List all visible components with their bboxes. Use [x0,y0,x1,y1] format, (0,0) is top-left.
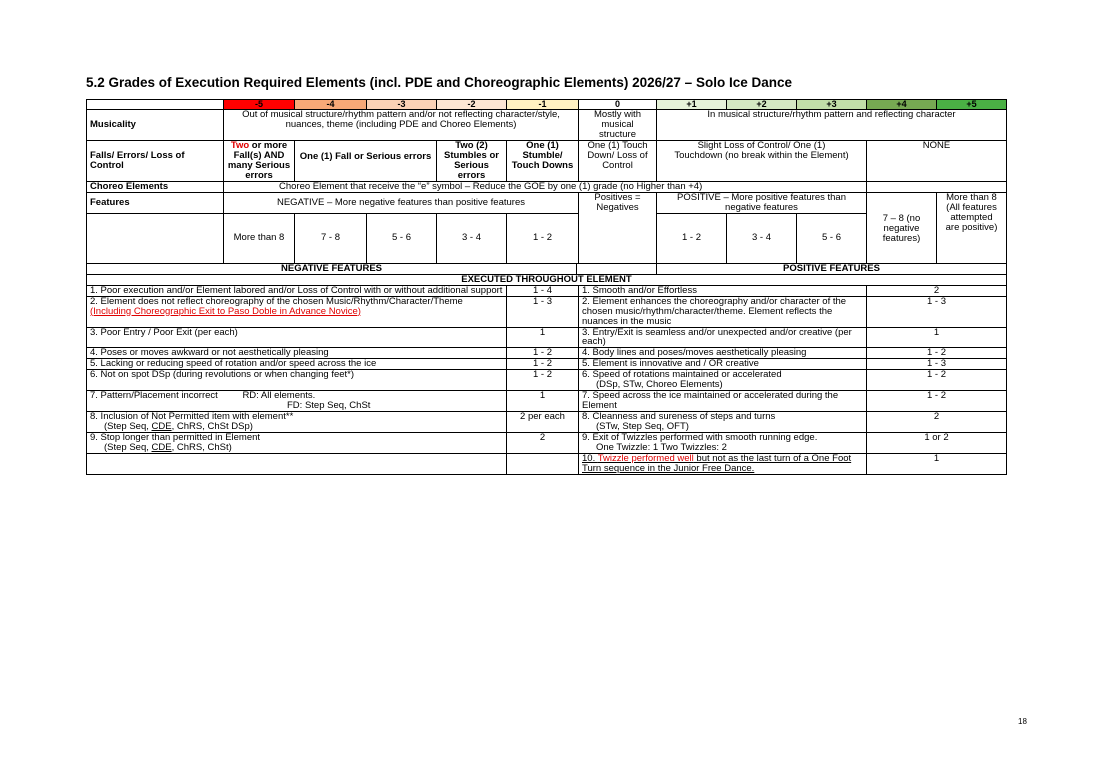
grade-m2: -2 [437,100,507,110]
neg-feature-9-text: 9. Stop longer than permitted in Element [90,432,261,444]
page-title: 5.2 Grades of Execution Required Elements (incl. PDE and Choreographic Elements) 2026/27 – Solo Ice Dance [86,75,792,90]
neg-value-5: 1 - 2 [507,359,579,370]
falls-m5-red: Two [230,139,250,151]
executed-header-row [87,274,1007,285]
musicality-row [87,110,1007,141]
feature-row-10 [87,454,1007,475]
neg-value-1: 1 - 4 [507,285,579,296]
choreo-blank [867,181,1007,192]
features-p5: More than 8 (All features attempted are positive) [937,192,1007,263]
pos-feature-8 [579,412,867,433]
count-m2: 3 - 4 [437,213,507,263]
features-section-header [87,263,1007,274]
count-m4: 7 - 8 [295,213,367,263]
features-row [87,192,1007,213]
falls-m2: Two (2) Stumbles or Serious errors [437,140,507,181]
musicality-label: Musicality [87,110,224,141]
count-p1: 1 - 2 [657,213,727,263]
pos-feature-4: 4. Body lines and poses/moves aesthetically pleasing [579,348,867,359]
feature-row-1 [87,285,1007,296]
pos-feature-10-red: Twizzle performed well [597,453,694,465]
neg-feature-7-fd: FD: Step Seq, ChSt [287,400,371,412]
neg-feature-7-rd: RD: All elements. [242,390,316,402]
falls-m5-rest: or more Fall(s) AND many Serious errors [227,139,291,181]
grade-p1: +1 [657,100,727,110]
neg-feature-9-sub-b: , ChRS, ChSt) [171,442,232,454]
executed-header: EXECUTED THROUGHOUT ELEMENT [87,274,1007,285]
pos-feature-10 [579,454,867,475]
neg-feature-4: 4. Poses or moves awkward or not aesthetically pleasing [87,348,507,359]
neg-value-9: 2 [507,433,579,454]
falls-m5 [224,140,295,181]
feature-row-4 [87,348,1007,359]
neg-feature-9-sub-a: (Step Seq, [104,442,152,454]
feature-row-6 [87,370,1007,391]
neg-features-header: NEGATIVE FEATURES [87,263,577,274]
falls-label: Falls/ Errors/ Loss of Control [87,140,224,181]
neg-feature-2-text: 2. Element does not reflect choreography of the chosen Music/Rhythm/Character/Theme [90,295,463,307]
pos-feature-1: 1. Smooth and/or Effortless [579,285,867,296]
count-m5: More than 8 [224,213,295,263]
grade-m5: -5 [224,100,295,110]
pos-feature-10-rest: but not as the last turn of a One Foot Turn sequence in the Junior Free Dance. [582,453,852,475]
neg-feature-8 [87,412,507,433]
count-p3: 5 - 6 [797,213,867,263]
falls-m4m3: One (1) Fall or Serious errors [295,140,437,181]
neg-feature-10-blank [87,454,507,475]
goe-document [86,99,1007,475]
grade-p3: +3 [797,100,867,110]
grade-header-blank [87,100,224,110]
grade-m3: -3 [367,100,437,110]
neg-feature-2 [87,296,507,327]
feature-row-9 [87,433,1007,454]
grade-p4: +4 [867,100,937,110]
pos-feature-9-sub: One Twizzle: 1 Two Twizzles: 2 [596,442,727,454]
feature-row-8 [87,412,1007,433]
neg-value-10-blank [507,454,579,475]
neg-value-4: 1 - 2 [507,348,579,359]
grade-m1: -1 [507,100,579,110]
pos-feature-5: 5. Element is innovative and / OR creative [579,359,867,370]
musicality-zero: Mostly with musical structure [579,110,657,141]
pos-value-8: 2 [867,412,1007,433]
neg-feature-9 [87,433,507,454]
neg-value-8: 2 per each [507,412,579,433]
features-positive: POSITIVE – More positive features than negative features [657,192,867,213]
pos-value-9: 1 or 2 [867,433,1007,454]
neg-value-6: 1 - 2 [507,370,579,391]
pos-feature-6-text: 6. Speed of rotations maintained or accelerated [582,369,782,381]
neg-feature-8-sub-a: (Step Seq, [104,421,152,433]
neg-feature-6: 6. Not on spot DSp (during revolutions or when changing feet*) [87,370,507,391]
falls-m1: One (1) Stumble/ Touch Downs [507,140,579,181]
neg-feature-1: 1. Poor execution and/or Element labored and/or Loss of Control with or without additional support [87,285,507,296]
features-zero: Positives = Negatives [579,192,657,263]
falls-row [87,140,1007,181]
grade-0: 0 [579,100,657,110]
musicality-negative: Out of musical structure/rhythm pattern and/or not reflecting character/style, nuances, theme (including PDE and Choreo Elements) [224,110,579,141]
grade-p2: +2 [727,100,797,110]
pos-value-2: 1 - 3 [867,296,1007,327]
neg-feature-7-text: 7. Pattern/Placement incorrect [90,390,218,402]
pos-feature-9 [579,433,867,454]
pos-feature-7: 7. Speed across the ice maintained or accelerated during the Element [579,391,867,412]
neg-value-2: 1 - 3 [507,296,579,327]
neg-feature-8-sub-u: CDE [151,421,172,433]
count-m3: 5 - 6 [367,213,437,263]
feature-row-2 [87,296,1007,327]
pos-feature-10-num: 10. [582,453,598,465]
choreo-row [87,181,1007,192]
pos-feature-9-text: 9. Exit of Twizzles performed with smooth running edge. [582,432,818,444]
grade-p5: +5 [937,100,1007,110]
pos-features-header: POSITIVE FEATURES [657,263,1007,274]
features-label: Features [87,192,224,213]
neg-feature-8-sub [90,422,503,432]
choreo-text: Choreo Element that receive the “e” symbol – Reduce the GOE by one (1) grade (no Higher than +4) [224,181,867,192]
pos-feature-2: 2. Element enhances the choreography and/or character of the chosen music/rhythm/character/theme. Element reflects the nuances in the music [579,296,867,327]
pos-value-3: 1 [867,327,1007,348]
feature-row-3 [87,327,1007,348]
pos-feature-6-sub: (DSp, STw, Choreo Elements) [596,379,723,391]
features-counts-blank [87,213,224,263]
neg-feature-7 [87,391,507,412]
pos-feature-8-sub: (STw, Step Seq, OFT) [596,421,689,433]
pos-value-4: 1 - 2 [867,348,1007,359]
pos-value-1: 2 [867,285,1007,296]
pos-value-10: 1 [867,454,1007,475]
neg-feature-9-sub [90,443,503,453]
neg-feature-5: 5. Lacking or reducing speed of rotation and/or speed across the ice [87,359,507,370]
count-m1: 1 - 2 [507,213,579,263]
section-header-gap [577,263,657,274]
pos-feature-8-text: 8. Cleanness and sureness of steps and turns [582,411,776,423]
choreo-label: Choreo Elements [87,181,224,192]
neg-feature-8-sub-b: , ChRS, ChSt DSp) [171,421,253,433]
neg-feature-9-sub-u: CDE [151,442,172,454]
falls-p4p5: NONE [867,140,1007,181]
features-p4: 7 – 8 (no negative features) [867,192,937,263]
feature-row-7 [87,391,1007,412]
pos-value-6: 1 - 2 [867,370,1007,391]
musicality-positive: In musical structure/rhythm pattern and reflecting character [657,110,1007,141]
neg-feature-3: 3. Poor Entry / Poor Exit (per each) [87,327,507,348]
pos-value-5: 1 - 3 [867,359,1007,370]
pos-feature-6 [579,370,867,391]
count-p2: 3 - 4 [727,213,797,263]
neg-feature-2-note: (Including Choreographic Exit to Paso Doble in Advance Novice) [90,305,361,317]
neg-feature-8-text: 8. Inclusion of Not Permitted item with element** [90,411,294,423]
feature-row-5 [87,359,1007,370]
grade-header-row [87,100,1007,110]
page-number: 18 [1018,717,1027,726]
pos-feature-3: 3. Entry/Exit is seamless and/or unexpected and/or creative (per each) [579,327,867,348]
falls-zero: One (1) Touch Down/ Loss of Control [579,140,657,181]
neg-value-7: 1 [507,391,579,412]
falls-p1p3: Slight Loss of Control/ One (1) Touchdown (no break within the Element) [657,140,867,181]
grade-m4: -4 [295,100,367,110]
goe-table [86,99,1007,475]
features-negative: NEGATIVE – More negative features than positive features [224,192,579,213]
neg-value-3: 1 [507,327,579,348]
pos-value-7: 1 - 2 [867,391,1007,412]
